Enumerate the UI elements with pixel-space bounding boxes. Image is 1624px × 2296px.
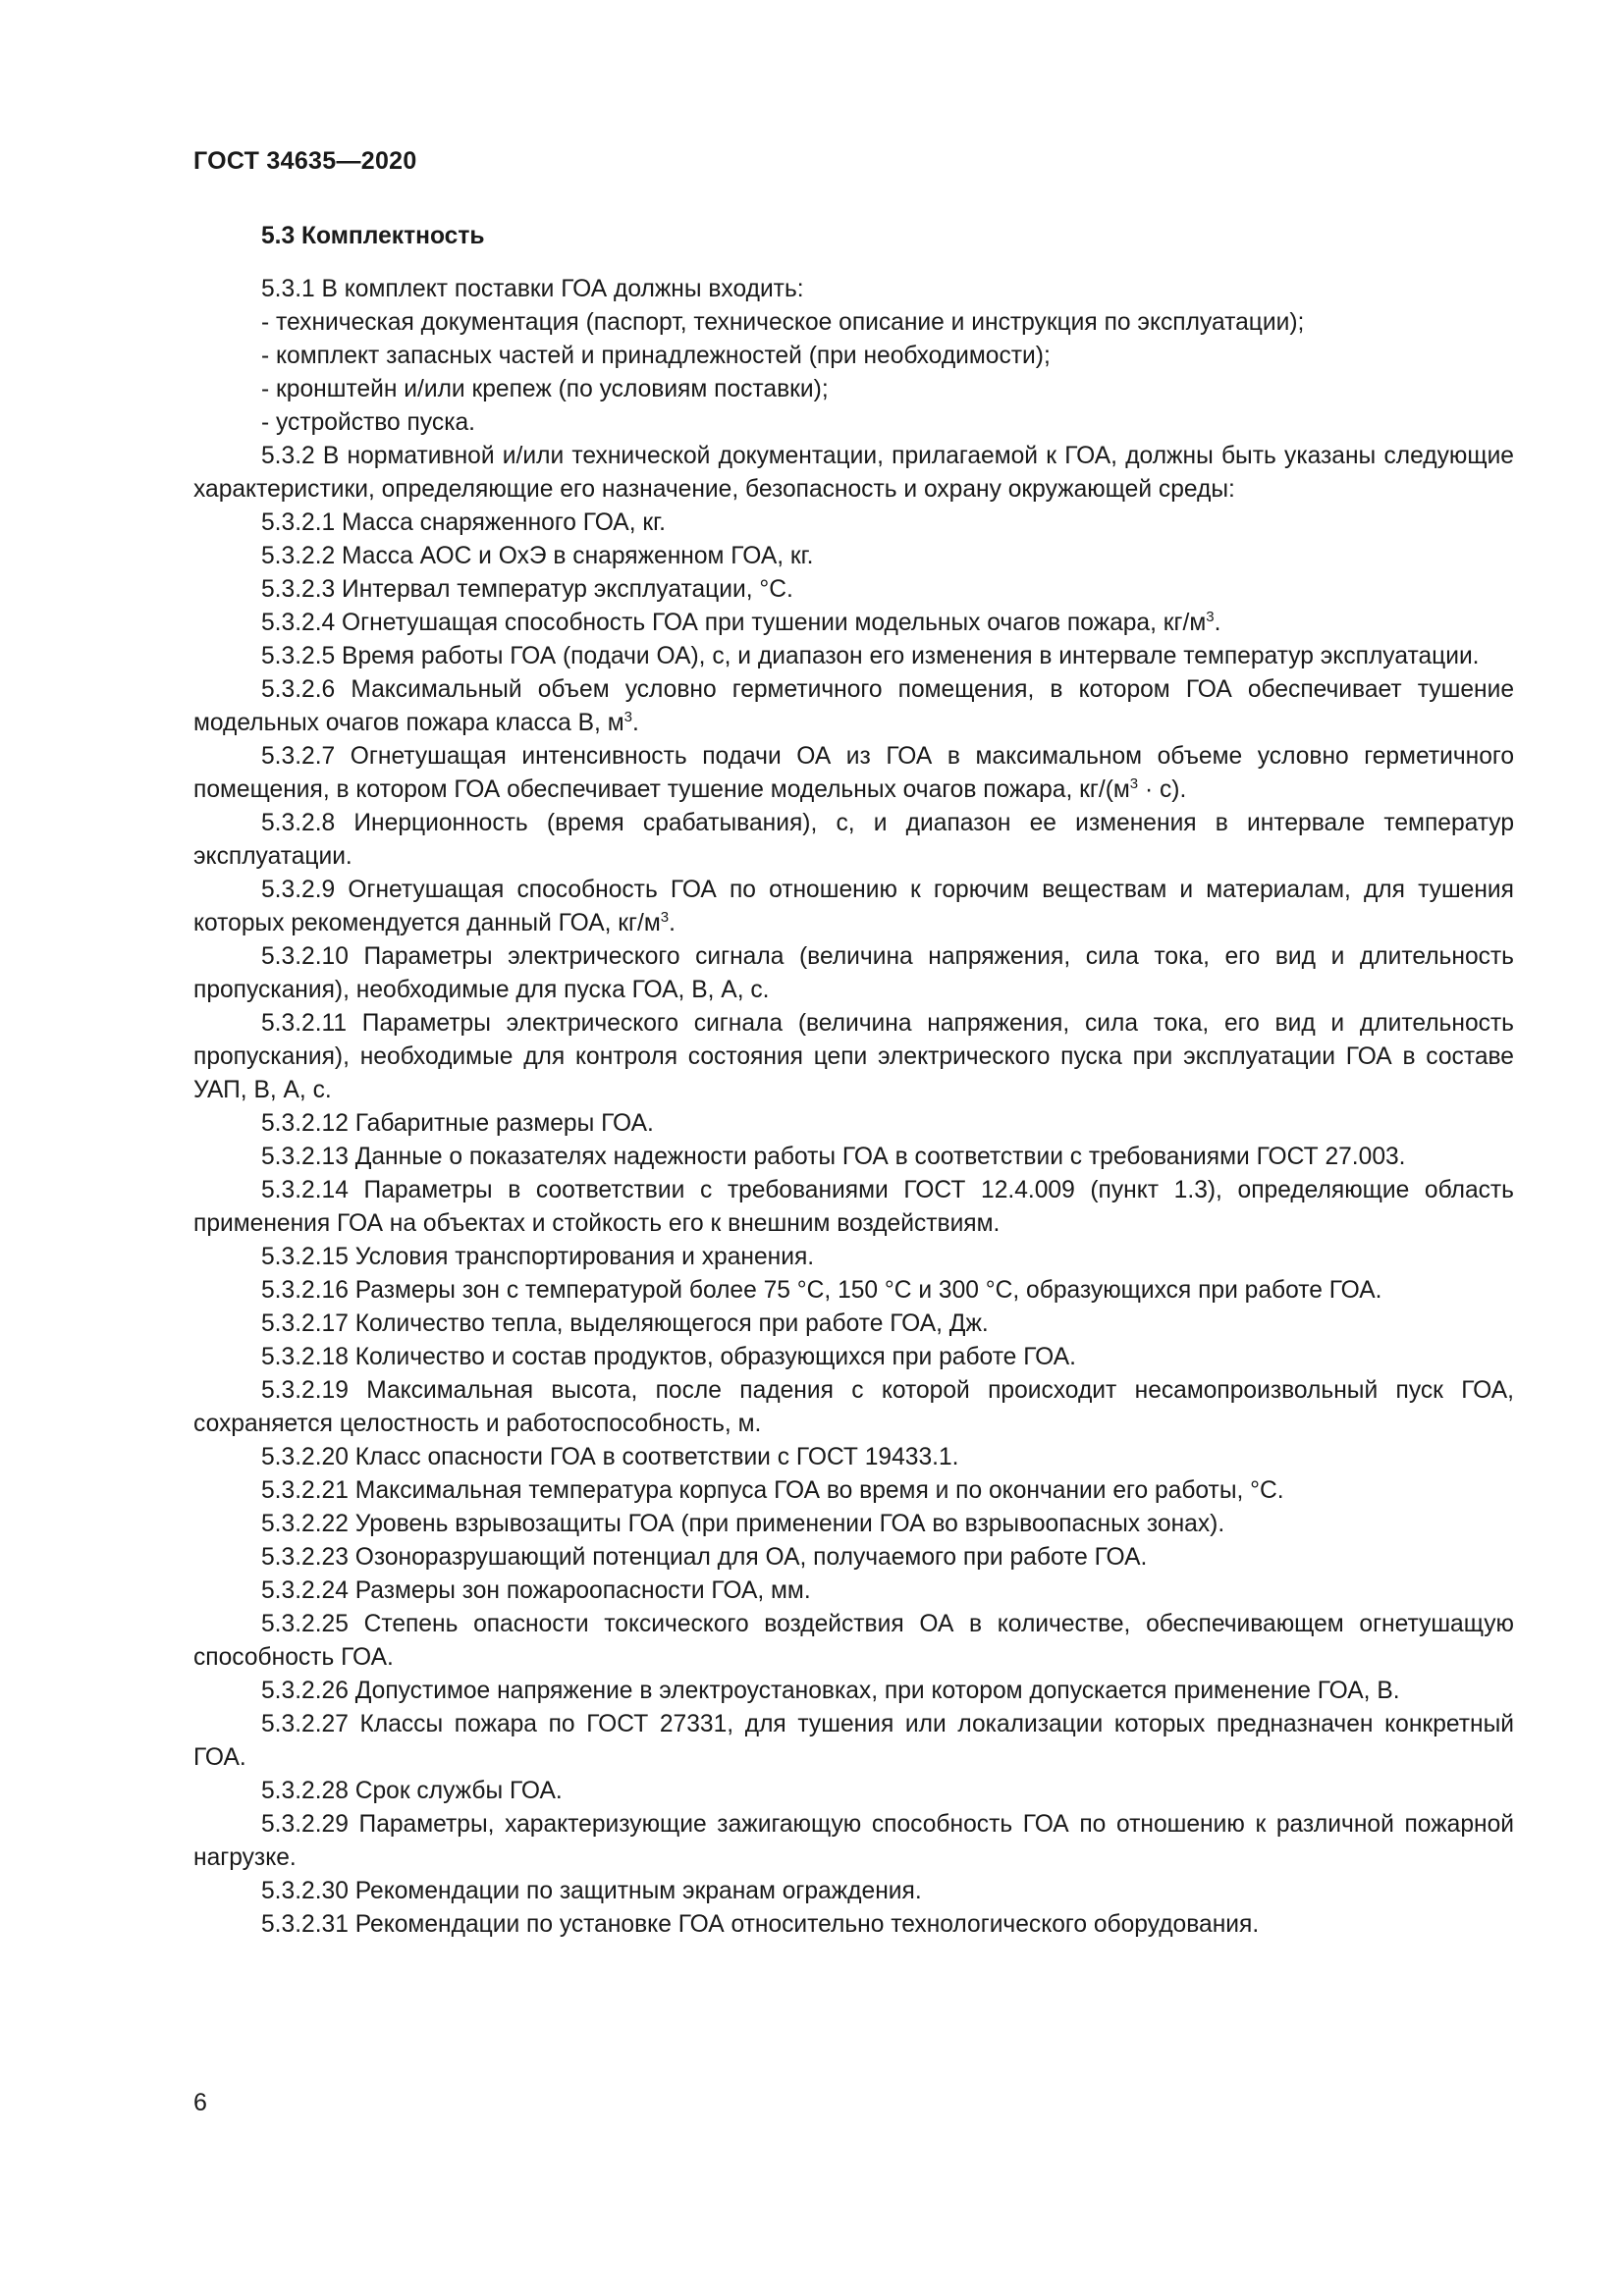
clause-5-3-2-7 (193, 740, 1514, 807)
clause-5-3-2-1: 5.3.2.1 Масса снаряженного ГОА, кг. (261, 509, 666, 536)
clause-5-3-2-9 (193, 874, 1514, 940)
list-item: - устройство пуска. (261, 409, 476, 436)
clause-end: . (631, 710, 639, 736)
superscript: 3 (623, 709, 632, 725)
clause-text: 5.3.2.9 Огнетушащая способность ГОА по отношению к горючим веществам и материалам, для тушения которых рекомендуется данный ГОА, кг/м (193, 877, 1514, 936)
section-title: 5.3 Комплектность (261, 223, 485, 249)
list-item: - кронштейн и/или крепеж (по условиям поставки); (261, 376, 829, 402)
clause-5-3-2-16: 5.3.2.16 Размеры зон с температурой более 75 °С, 150 °С и 300 °С, образующихся при работе ГОА. (261, 1277, 1382, 1304)
clause-5-3-2-31: 5.3.2.31 Рекомендации по установке ГОА относительно технологического оборудования. (261, 1911, 1260, 1938)
superscript: 3 (660, 909, 670, 926)
clause-5-3-2-2: 5.3.2.2 Масса АОС и ОхЭ в снаряженном ГОА, кг. (261, 543, 814, 569)
clause-5-3-1: 5.3.1 В комплект поставки ГОА должны входить: (261, 276, 804, 302)
list-item: - комплект запасных частей и принадлежностей (при необходимости); (261, 343, 1051, 369)
clause-5-3-2-14: 5.3.2.14 Параметры в соответствии с требованиями ГОСТ 12.4.009 (пункт 1.3), определяющие область применения ГОА на объектах и стойкость его к внешним воздействиям. (193, 1177, 1514, 1237)
clause-5-3-2-19: 5.3.2.19 Максимальная высота, после падения с которой происходит несамопроизвольный пуск ГОА, сохраняется целостность и работоспособность, м. (193, 1377, 1514, 1437)
clause-5-3-2: 5.3.2 В нормативной и/или технической документации, прилагаемой к ГОА, должны быть указаны следующие характеристики, определяющие его назначение, безопасность и охрану окружающей среды: (193, 443, 1514, 503)
clause-5-3-2-17: 5.3.2.17 Количество тепла, выделяющегося при работе ГОА, Дж. (261, 1310, 989, 1337)
clause-end: . (669, 910, 676, 936)
clause-5-3-2-6 (193, 673, 1514, 740)
clause-5-3-2-13: 5.3.2.13 Данные о показателях надежности работы ГОА в соответствии с требованиями ГОСТ 27.003. (261, 1144, 1406, 1170)
clause-5-3-2-18: 5.3.2.18 Количество и состав продуктов, образующихся при работе ГОА. (261, 1344, 1076, 1370)
clause-end: · с). (1138, 776, 1187, 803)
clause-text: 5.3.2.7 Огнетушащая интенсивность подачи ОА из ГОА в максимальном объеме условно герметичного помещения, в котором ГОА обеспечивает тушение модельных очагов пожара, кг/(м (193, 743, 1514, 803)
clause-5-3-2-12: 5.3.2.12 Габаритные размеры ГОА. (261, 1110, 654, 1137)
clause-5-3-2-20: 5.3.2.20 Класс опасности ГОА в соответствии с ГОСТ 19433.1. (261, 1444, 959, 1470)
clause-5-3-2-26: 5.3.2.26 Допустимое напряжение в электроустановках, при котором допускается применение ГОА, В. (261, 1678, 1400, 1704)
clause-5-3-2-3: 5.3.2.3 Интервал температур эксплуатации, °С. (261, 576, 793, 603)
clause-5-3-2-15: 5.3.2.15 Условия транспортирования и хранения. (261, 1244, 815, 1270)
clause-end: . (1214, 610, 1221, 636)
clause-5-3-2-30: 5.3.2.30 Рекомендации по защитным экранам ограждения. (261, 1878, 922, 1904)
superscript: 3 (1129, 775, 1139, 792)
clause-text: 5.3.2.6 Максимальный объем условно герметичного помещения, в котором ГОА обеспечивает тушение модельных очагов пожара класса В, м (193, 676, 1514, 736)
clause-5-3-2-27: 5.3.2.27 Классы пожара по ГОСТ 27331, для тушения или локализации которых предназначен конкретный ГОА. (193, 1711, 1514, 1771)
clause-5-3-2-25: 5.3.2.25 Степень опасности токсического воздействия ОА в количестве, обеспечивающем огнетушащую способность ГОА. (193, 1611, 1514, 1671)
clause-5-3-2-8: 5.3.2.8 Инерционность (время срабатывания), с, и диапазон ее изменения в интервале температур эксплуатации. (193, 810, 1514, 870)
clause-5-3-2-4 (193, 607, 1514, 640)
clause-5-3-2-5: 5.3.2.5 Время работы ГОА (подачи ОА), с, и диапазон его изменения в интервале температур эксплуатации. (261, 643, 1480, 669)
clause-5-3-2-21: 5.3.2.21 Максимальная температура корпуса ГОА во время и по окончании его работы, °С. (261, 1477, 1284, 1504)
document-header: ГОСТ 34635—2020 (193, 147, 417, 175)
superscript: 3 (1206, 609, 1215, 625)
clause-5-3-2-23: 5.3.2.23 Озоноразрушающий потенциал для ОА, получаемого при работе ГОА. (261, 1544, 1148, 1571)
clause-5-3-2-28: 5.3.2.28 Срок службы ГОА. (261, 1778, 563, 1804)
document-body (193, 220, 1514, 1942)
clause-5-3-2-10: 5.3.2.10 Параметры электрического сигнала (величина напряжения, сила тока, его вид и длительность пропускания), необходимые для пуска ГОА, В, А, с. (193, 943, 1514, 1003)
clause-5-3-2-11: 5.3.2.11 Параметры электрического сигнала (величина напряжения, сила тока, его вид и длительность пропускания), необходимые для контроля состояния цепи электрического пуска при эксплуатации ГОА в составе УАП, В, А, с. (193, 1010, 1514, 1103)
list-item: - техническая документация (паспорт, техническое описание и инструкция по эксплуатации); (261, 309, 1305, 336)
clause-5-3-2-29: 5.3.2.29 Параметры, характеризующие зажигающую способность ГОА по отношению к различной пожарной нагрузке. (193, 1811, 1514, 1871)
clause-5-3-2-22: 5.3.2.22 Уровень взрывозащиты ГОА (при применении ГОА во взрывоопасных зонах). (261, 1511, 1225, 1537)
clause-5-3-2-24: 5.3.2.24 Размеры зон пожароопасности ГОА, мм. (261, 1577, 811, 1604)
page-number: 6 (193, 2089, 207, 2116)
clause-text: 5.3.2.4 Огнетушащая способность ГОА при тушении модельных очагов пожара, кг/м (261, 610, 1207, 636)
